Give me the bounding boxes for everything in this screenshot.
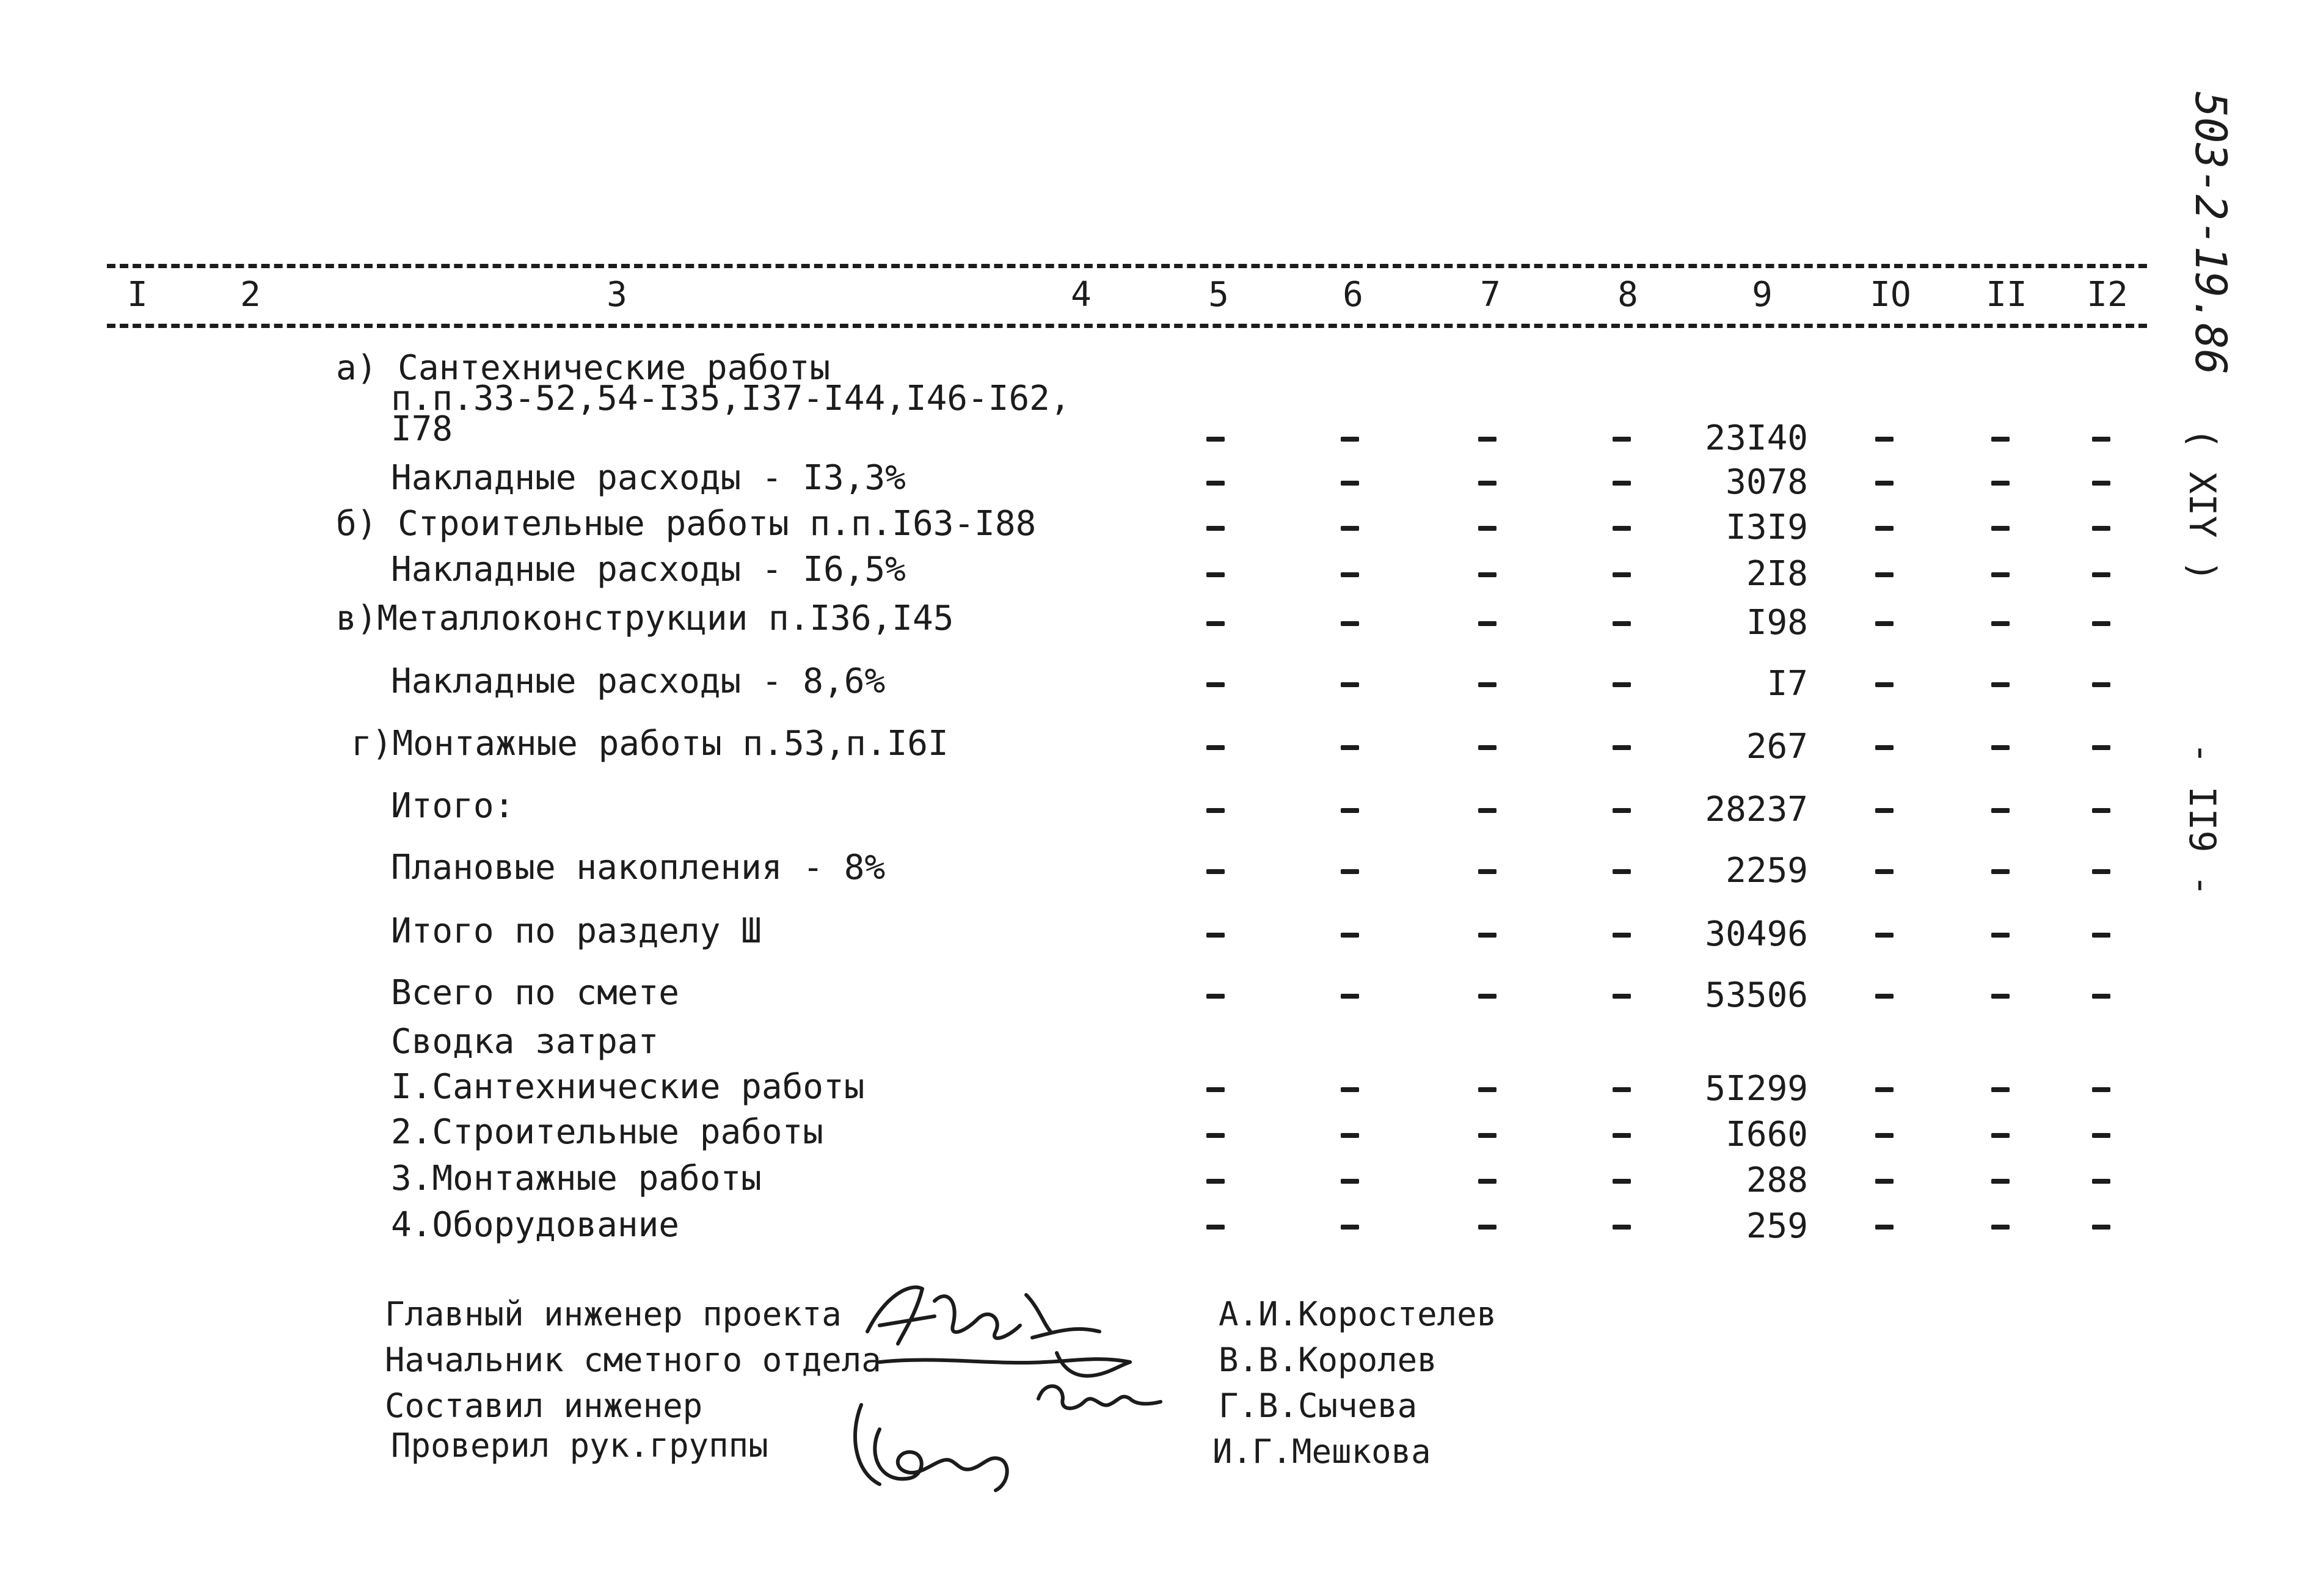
empty-cell-dash [1341, 526, 1359, 531]
empty-cell-dash [1478, 994, 1497, 999]
empty-cell-dash [1875, 572, 1894, 577]
signature-name: Г.В.Сычева [1219, 1386, 1418, 1425]
empty-cell-dash [1875, 869, 1894, 874]
empty-cell-dash [1206, 682, 1225, 687]
row-label: I.Сантехнические работы [391, 1067, 865, 1107]
row-value: 30496 [1705, 914, 1808, 954]
empty-cell-dash [1206, 1225, 1225, 1230]
empty-cell-dash [1613, 572, 1631, 577]
empty-cell-dash [1206, 745, 1225, 750]
col-header-3: 3 [607, 275, 627, 315]
document-code: 503-2-19.86 [2186, 92, 2236, 375]
signature-name: И.Г.Мешкова [1212, 1432, 1431, 1471]
empty-cell-dash [1206, 481, 1225, 486]
empty-cell-dash [1478, 621, 1497, 626]
empty-cell-dash [1341, 869, 1359, 874]
empty-cell-dash [1613, 1179, 1631, 1184]
empty-cell-dash [1341, 621, 1359, 626]
empty-cell-dash [1478, 869, 1497, 874]
empty-cell-dash [1206, 1133, 1225, 1138]
row-label: Всего по смете [391, 973, 680, 1013]
header-top-rule [107, 264, 2147, 268]
empty-cell-dash [1613, 808, 1631, 813]
row-value: I660 [1726, 1115, 1808, 1154]
row-value: 5I299 [1705, 1069, 1808, 1109]
header-bottom-rule [107, 324, 2147, 328]
empty-cell-dash [1613, 682, 1631, 687]
row-value: I3I9 [1726, 508, 1808, 547]
empty-cell-dash [1875, 437, 1894, 442]
empty-cell-dash [1613, 1087, 1631, 1092]
empty-cell-dash [1991, 682, 2010, 687]
empty-cell-dash [1613, 621, 1631, 626]
empty-cell-dash [2092, 526, 2110, 531]
empty-cell-dash [1875, 1133, 1894, 1138]
row-value: I98 [1746, 603, 1808, 643]
empty-cell-dash [2092, 481, 2110, 486]
row-label: Накладные расходы - I6,5% [391, 550, 906, 589]
row-value: 23I40 [1705, 418, 1808, 458]
row-label: 3.Монтажные работы [391, 1159, 762, 1198]
empty-cell-dash [1341, 745, 1359, 750]
row-label: п.п.33-52,54-I35,I37-I44,I46-I62, [391, 379, 1071, 418]
row-label: 4.Оборудование [391, 1205, 680, 1245]
volume-label: ( XIY ) [2181, 428, 2223, 582]
empty-cell-dash [1206, 1179, 1225, 1184]
col-header-9: 9 [1752, 275, 1773, 315]
col-header-8: 8 [1617, 275, 1638, 315]
row-label: Накладные расходы - I3,3% [391, 458, 906, 498]
empty-cell-dash [2092, 808, 2110, 813]
empty-cell-dash [1613, 745, 1631, 750]
empty-cell-dash [2092, 994, 2110, 999]
row-label: г)Монтажные работы п.53,п.I6I [351, 724, 949, 763]
empty-cell-dash [2092, 933, 2110, 938]
empty-cell-dash [1341, 808, 1359, 813]
empty-cell-dash [1478, 1225, 1497, 1230]
col-header-7: 7 [1480, 275, 1501, 315]
empty-cell-dash [1875, 621, 1894, 626]
empty-cell-dash [1991, 745, 2010, 750]
signature-role: Начальник сметного отдела [385, 1341, 881, 1379]
empty-cell-dash [1206, 869, 1225, 874]
empty-cell-dash [1206, 621, 1225, 626]
empty-cell-dash [1341, 1133, 1359, 1138]
empty-cell-dash [1341, 933, 1359, 938]
signature-name: В.В.Королев [1219, 1341, 1437, 1379]
col-header-1: I [127, 275, 148, 315]
empty-cell-dash [1991, 1179, 2010, 1184]
empty-cell-dash [1613, 526, 1631, 531]
row-label: I78 [391, 409, 453, 449]
empty-cell-dash [1991, 1133, 2010, 1138]
empty-cell-dash [2092, 1179, 2110, 1184]
empty-cell-dash [1478, 745, 1497, 750]
empty-cell-dash [1341, 1179, 1359, 1184]
signature-name: А.И.Коростелев [1219, 1295, 1497, 1333]
signature-role: Составил инженер [385, 1386, 703, 1425]
empty-cell-dash [1875, 526, 1894, 531]
empty-cell-dash [1206, 437, 1225, 442]
empty-cell-dash [1478, 1133, 1497, 1138]
empty-cell-dash [2092, 745, 2110, 750]
empty-cell-dash [1875, 481, 1894, 486]
col-header-5: 5 [1208, 275, 1229, 315]
row-label: б) Строительные работы п.п.I63-I88 [336, 504, 1037, 544]
empty-cell-dash [1478, 572, 1497, 577]
empty-cell-dash [1478, 526, 1497, 531]
empty-cell-dash [1991, 481, 2010, 486]
empty-cell-dash [1613, 1225, 1631, 1230]
empty-cell-dash [1991, 572, 2010, 577]
empty-cell-dash [1478, 933, 1497, 938]
empty-cell-dash [1206, 526, 1225, 531]
empty-cell-dash [1991, 933, 2010, 938]
empty-cell-dash [1613, 437, 1631, 442]
row-label: 2.Строительные работы [391, 1112, 824, 1152]
empty-cell-dash [1991, 869, 2010, 874]
empty-cell-dash [1991, 437, 2010, 442]
empty-cell-dash [2092, 1133, 2110, 1138]
empty-cell-dash [1613, 933, 1631, 938]
col-header-10: IO [1870, 275, 1911, 315]
empty-cell-dash [1991, 808, 2010, 813]
empty-cell-dash [2092, 1225, 2110, 1230]
empty-cell-dash [1875, 994, 1894, 999]
row-label: в)Металлоконструкции п.I36,I45 [336, 599, 954, 638]
empty-cell-dash [1613, 994, 1631, 999]
empty-cell-dash [1206, 572, 1225, 577]
empty-cell-dash [1478, 1087, 1497, 1092]
col-header-4: 4 [1071, 275, 1092, 315]
signature-role: Главный инженер проекта [385, 1295, 842, 1333]
empty-cell-dash [1875, 1087, 1894, 1092]
empty-cell-dash [1875, 745, 1894, 750]
empty-cell-dash [1341, 437, 1359, 442]
empty-cell-dash [1991, 621, 2010, 626]
empty-cell-dash [1478, 682, 1497, 687]
row-value: 288 [1746, 1161, 1808, 1200]
row-label: Накладные расходы - 8,6% [391, 661, 886, 701]
empty-cell-dash [1875, 808, 1894, 813]
row-value: 28237 [1705, 790, 1808, 829]
empty-cell-dash [2092, 572, 2110, 577]
empty-cell-dash [1341, 1087, 1359, 1092]
empty-cell-dash [1991, 526, 2010, 531]
empty-cell-dash [1875, 933, 1894, 938]
empty-cell-dash [1875, 682, 1894, 687]
empty-cell-dash [1341, 682, 1359, 687]
col-header-6: 6 [1343, 275, 1363, 315]
empty-cell-dash [1478, 437, 1497, 442]
row-value: 3078 [1726, 462, 1808, 502]
row-value: I7 [1766, 664, 1808, 704]
empty-cell-dash [1478, 1179, 1497, 1184]
empty-cell-dash [1875, 1179, 1894, 1184]
empty-cell-dash [1341, 1225, 1359, 1230]
empty-cell-dash [2092, 437, 2110, 442]
empty-cell-dash [1206, 1087, 1225, 1092]
row-label: а) Сантехнические работы [336, 348, 831, 388]
empty-cell-dash [1875, 1225, 1894, 1230]
empty-cell-dash [1991, 1087, 2010, 1092]
row-label: Итого: [391, 786, 515, 826]
empty-cell-dash [1341, 994, 1359, 999]
row-value: 2259 [1726, 851, 1808, 891]
empty-cell-dash [2092, 682, 2110, 687]
empty-cell-dash [1613, 481, 1631, 486]
empty-cell-dash [1341, 481, 1359, 486]
col-header-2: 2 [240, 275, 261, 315]
empty-cell-dash [2092, 1087, 2110, 1092]
empty-cell-dash [1206, 994, 1225, 999]
signature-role: Проверил рук.группы [391, 1426, 768, 1465]
row-value: 267 [1746, 727, 1808, 767]
empty-cell-dash [1613, 869, 1631, 874]
empty-cell-dash [1991, 1225, 2010, 1230]
empty-cell-dash [1206, 808, 1225, 813]
row-value: 53506 [1705, 975, 1808, 1015]
handwritten-signatures [843, 1258, 1222, 1503]
row-label: Плановые накопления - 8% [391, 848, 886, 887]
row-label: Итого по разделу Ш [391, 911, 762, 951]
empty-cell-dash [1991, 994, 2010, 999]
row-value: 259 [1746, 1206, 1808, 1246]
empty-cell-dash [1478, 481, 1497, 486]
empty-cell-dash [2092, 621, 2110, 626]
col-header-12: I2 [2087, 275, 2128, 315]
empty-cell-dash [2092, 869, 2110, 874]
empty-cell-dash [1478, 808, 1497, 813]
empty-cell-dash [1613, 1133, 1631, 1138]
empty-cell-dash [1206, 933, 1225, 938]
row-label: Сводка затрат [391, 1022, 659, 1062]
col-header-11: II [1986, 275, 2027, 315]
page-number: - II9 - [2181, 742, 2223, 897]
row-value: 2I8 [1746, 554, 1808, 594]
empty-cell-dash [1341, 572, 1359, 577]
